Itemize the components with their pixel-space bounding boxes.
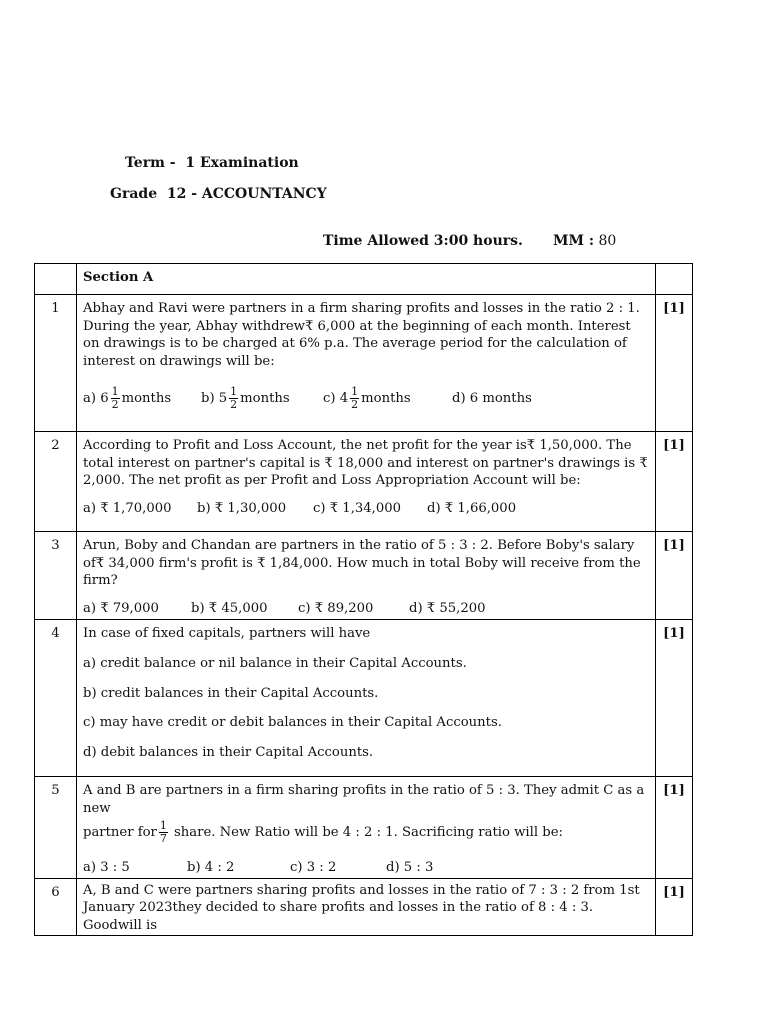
option-d: d) debit balances in their Capital Accounts. (83, 744, 374, 760)
options-row (83, 858, 651, 878)
option-b: b) credit balances in their Capital Accounts. (83, 685, 379, 701)
option-prefix: b) 5 (201, 390, 228, 406)
question-number: 2 (35, 432, 77, 532)
question-number: 3 (35, 532, 77, 620)
question-number: 1 (35, 295, 77, 432)
fraction-denominator: 7 (159, 832, 167, 846)
text-prefix: partner for (83, 824, 157, 840)
question-number: 6 (35, 878, 77, 935)
option-b: b) ₹ 45,000 (191, 601, 268, 617)
time-allowed: Time Allowed 3:00 hours. (323, 233, 523, 249)
text-suffix: share. New Ratio will be 4 : 2 : 1. Sacrificing ratio will be: (169, 824, 563, 840)
fraction-denominator: 2 (230, 398, 238, 412)
question-cell (77, 532, 656, 620)
option-d: d) 5 : 3 (386, 859, 434, 875)
section-num-cell (35, 264, 77, 295)
options-row (83, 499, 651, 519)
option-a: a) ₹ 1,70,000 (83, 501, 172, 517)
option-c: c) ₹ 89,200 (298, 601, 374, 617)
fraction (229, 386, 238, 411)
max-marks (553, 233, 616, 249)
fraction-numerator: 1 (351, 385, 359, 399)
question-marks: [1] (656, 878, 693, 935)
option-d: d) 6 months (452, 390, 532, 406)
options-row (83, 380, 651, 418)
question-marks: [1] (656, 620, 693, 777)
question-text: In case of fixed capitals, partners will have (83, 626, 371, 642)
max-marks-value: 80 (594, 233, 617, 249)
question-text: According to Profit and Loss Account, the net profit for the year is₹ 1,50,000. The total interest on partner's capital is ₹ 18,000 and interest on partner's drawings is ₹ 2,000. The net profit as per Profit and Loss Appropriation Account will be: (83, 438, 648, 489)
question-row-2 (35, 432, 693, 532)
section-mark-cell (656, 264, 693, 295)
question-text: Abhay and Ravi were partners in a firm sharing profits and losses in the ratio 2 : 1. During the year, Abhay withdrew₹ 6,000 at the beginning of each month. Interest on drawings is to be charged at 6% p.a. The average period for the calculation of interest on drawings will be: (83, 301, 640, 370)
option-a: a) credit balance or nil balance in their Capital Accounts. (83, 655, 467, 671)
fraction-numerator: 1 (159, 819, 167, 833)
fraction-denominator: 2 (351, 398, 359, 412)
fraction-numerator: 1 (230, 385, 238, 399)
question-cell (77, 432, 656, 532)
question-text: A, B and C were partners sharing profits and losses in the ratio of 7 : 3 : 2 from 1st January 2023they decided to share profits and losses in the ratio of 8 : 4 : 3. Goodwill is (83, 882, 640, 933)
question-text: Arun, Boby and Chandan are partners in the ratio of 5 : 3 : 2. Before Boby's salary of₹ 34,000 firm's profit is ₹ 1,84,000. How much in total Boby will receive from the firm? (83, 538, 641, 589)
question-cell (77, 777, 656, 878)
question-text-line-2 (83, 818, 651, 848)
exam-grade: Grade 12 - ACCOUNTANCY (110, 186, 327, 202)
question-row-6 (35, 878, 693, 935)
fraction (159, 820, 168, 845)
fraction-numerator: 1 (111, 385, 119, 399)
fraction (111, 386, 120, 411)
option-prefix: a) 6 (83, 390, 109, 406)
fraction (350, 386, 359, 411)
option-c: c) 3 : 2 (290, 859, 337, 875)
question-marks: [1] (656, 295, 693, 432)
exam-term: Term - 1 Examination (125, 155, 299, 171)
option-c (323, 386, 452, 411)
option-suffix: months (121, 390, 172, 406)
option-b (201, 386, 323, 411)
option-c: c) ₹ 1,34,000 (313, 501, 402, 517)
question-row-1 (35, 295, 693, 432)
question-cell (77, 878, 656, 935)
question-marks: [1] (656, 432, 693, 532)
option-d: d) ₹ 55,200 (409, 601, 486, 617)
option-a: a) ₹ 79,000 (83, 601, 159, 617)
questions-table (34, 263, 693, 936)
question-row-3 (35, 532, 693, 620)
option-c: c) may have credit or debit balances in their Capital Accounts. (83, 715, 502, 731)
question-row-4 (35, 620, 693, 777)
question-text: A and B are partners in a firm sharing profits in the ratio of 5 : 3. They admit C as a new (83, 783, 645, 816)
option-b: b) 4 : 2 (187, 859, 235, 875)
option-suffix: months (361, 390, 411, 406)
option-d: d) ₹ 1,66,000 (427, 501, 517, 517)
question-number: 5 (35, 777, 77, 878)
option-a: a) 3 : 5 (83, 859, 130, 875)
question-row-5 (35, 777, 693, 878)
option-suffix: months (240, 390, 290, 406)
option-a (83, 386, 201, 411)
section-row (35, 264, 693, 295)
fraction-denominator: 2 (111, 398, 119, 412)
option-b: b) ₹ 1,30,000 (197, 501, 287, 517)
option-prefix: c) 4 (323, 390, 349, 406)
question-marks: [1] (656, 777, 693, 878)
question-cell (77, 620, 656, 777)
section-title: Section A (77, 264, 656, 295)
question-number: 4 (35, 620, 77, 777)
options-row (83, 599, 651, 619)
max-marks-label: MM : (553, 233, 595, 249)
question-marks: [1] (656, 532, 693, 620)
question-cell (77, 295, 656, 432)
